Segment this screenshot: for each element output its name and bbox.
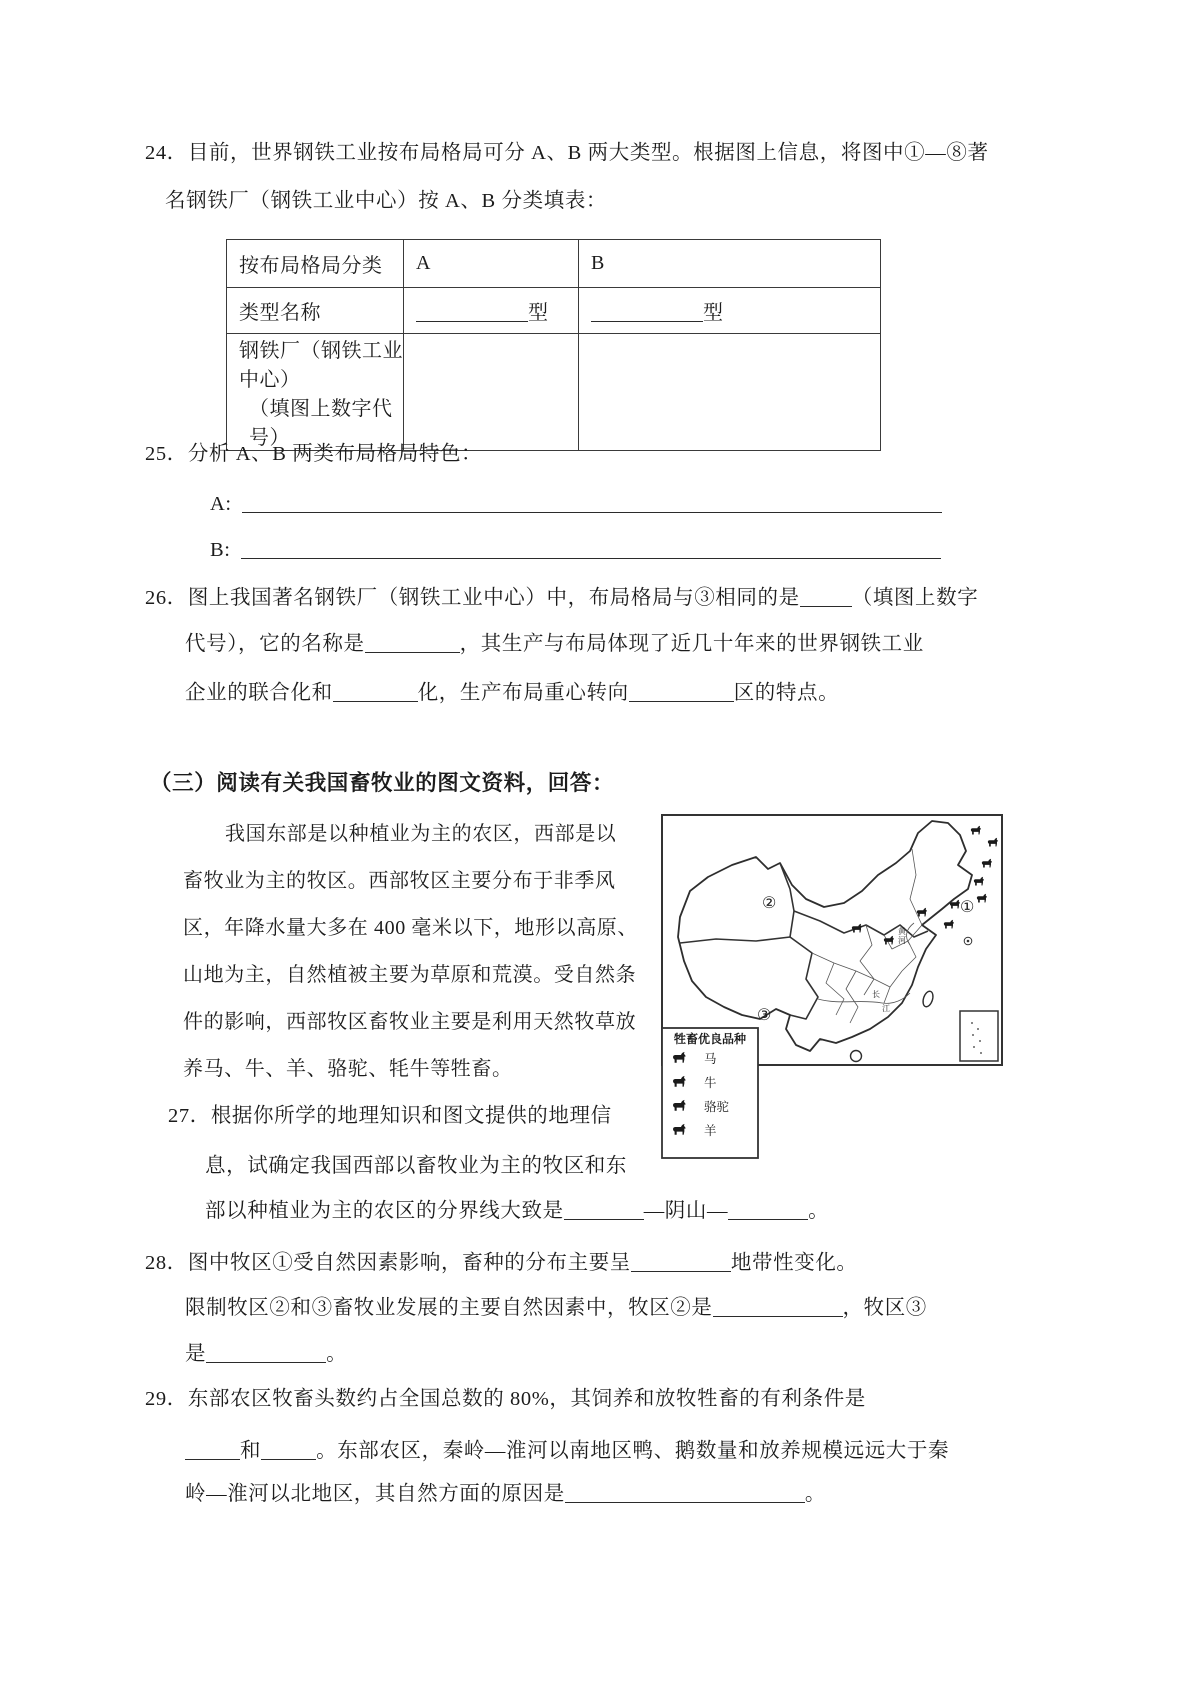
type-suffix-a: 型 xyxy=(528,302,549,324)
blank-underline xyxy=(206,1344,326,1363)
legend-item-cattle: 牛 xyxy=(704,1076,717,1090)
question-28-text-3b: 。 xyxy=(326,1343,348,1365)
plants-label-line-1: 钢铁厂（钢铁工业中心） xyxy=(239,340,403,391)
blank-underline xyxy=(728,1201,808,1220)
question-29-number: 29． xyxy=(145,1388,188,1410)
table-cell-typename-b xyxy=(579,288,881,334)
blank-underline xyxy=(565,1484,805,1503)
blank-underline xyxy=(564,1201,644,1220)
legend-item-camel: 骆驼 xyxy=(704,1100,730,1114)
question-29-text-1: 东部农区牧畜头数约占全国总数的 80%，其饲养和放牧牲畜的有利条件是 xyxy=(187,1388,866,1410)
changjiang-label-2: 江 xyxy=(882,1004,890,1013)
question-27-text-1: 根据你所学的地理知识和图文提供的地理信 xyxy=(210,1105,612,1127)
table-cell-type-b: B xyxy=(579,240,881,288)
question-27-text-3c: 。 xyxy=(808,1200,830,1222)
table-cell-type-a: A xyxy=(404,240,579,288)
table-row-type-name xyxy=(227,288,881,334)
question-28-line-3 xyxy=(185,1340,347,1368)
label-a: A: xyxy=(210,493,232,515)
question-26-number: 26． xyxy=(145,587,188,609)
question-25-answer-b xyxy=(210,536,941,564)
legend-item-horse: 马 xyxy=(704,1052,717,1066)
question-24-text-1: 目前，世界钢铁工业按布局格局可分 A、B 两大类型。根据图上信息，将图中①—⑧著 xyxy=(187,142,989,164)
question-26-line-3 xyxy=(185,679,839,707)
question-27-number: 27． xyxy=(168,1105,211,1127)
paragraph-line-5: 件的影响，西部牧区畜牧业主要是利用天然牧草放 xyxy=(183,1011,637,1033)
question-24-line-1 xyxy=(145,139,989,167)
question-28-line-2 xyxy=(185,1294,927,1322)
question-28-text-2b: ，牧区③ xyxy=(842,1297,927,1319)
map-legend xyxy=(662,1028,758,1158)
region-marker-1: ① xyxy=(960,899,975,916)
blank-underline xyxy=(800,588,852,607)
question-26-text-3b: 化，生产布局重心转向 xyxy=(417,682,629,704)
table-cell-category-label: 按布局格局分类 xyxy=(227,240,404,288)
question-24-text-2: 名钢铁厂（钢铁工业中心）按 A、B 分类填表： xyxy=(165,190,608,212)
region-marker-3: ③ xyxy=(757,1007,772,1024)
huanghe-label-2: 河 xyxy=(898,936,906,945)
steel-classification-table xyxy=(226,239,881,451)
blank-underline xyxy=(631,1253,731,1272)
paragraph-line-4: 山地为主，自然植被主要为草原和荒漠。受自然条 xyxy=(183,964,637,986)
question-25-text: 分析 A、B 两类布局格局特色： xyxy=(187,443,483,465)
question-25-number: 25． xyxy=(145,443,188,465)
question-24-line-2 xyxy=(165,187,607,215)
type-suffix-b: 型 xyxy=(703,302,724,324)
question-25-line-1 xyxy=(145,440,482,468)
question-26-text-2b: ，其生产与布局体现了近几十年来的世界钢铁工业 xyxy=(459,633,924,655)
blank-underline xyxy=(416,303,528,322)
question-29-text-2a: 和 xyxy=(240,1440,262,1462)
table-cell-plants-b xyxy=(579,334,881,451)
question-29-text-3a: 岭—淮河以北地区，其自然方面的原因是 xyxy=(185,1483,565,1505)
blank-underline xyxy=(591,303,703,322)
question-26-text-2a: 代号），它的名称是 xyxy=(185,633,365,655)
south-china-sea-inset xyxy=(960,1011,998,1061)
paragraph-line-3: 区，年降水量大多在 400 毫米以下，地形以高原、 xyxy=(183,917,638,939)
blank-underline xyxy=(713,1298,843,1317)
table-cell-typename-a xyxy=(404,288,579,334)
paragraph-line-6: 养马、牛、羊、骆驼、牦牛等牲畜。 xyxy=(183,1058,513,1080)
question-27-text-3b: —阴山— xyxy=(643,1200,729,1222)
table-cell-plants-a xyxy=(404,334,579,451)
paragraph-line-1: 我国东部是以种植业为主的农区，西部是以 xyxy=(225,823,617,845)
blank-underline xyxy=(242,494,942,513)
paragraph-line-2: 畜牧业为主的牧区。西部牧区主要分布于非季风 xyxy=(183,870,616,892)
question-25-answer-a xyxy=(210,490,942,518)
table-row-plants xyxy=(227,334,881,451)
section-3-heading: （三）阅读有关我国畜牧业的图文资料，回答： xyxy=(150,771,615,795)
china-pastoral-map xyxy=(660,813,1005,1165)
question-27-line-2: 息，试确定我国西部以畜牧业为主的牧区和东 xyxy=(205,1155,627,1177)
question-29-text-3b: 。 xyxy=(804,1483,826,1505)
huanghe-label-1: 黄 xyxy=(898,927,906,936)
question-29-line-3 xyxy=(185,1480,826,1508)
question-28-text-1b: 地带性变化。 xyxy=(730,1252,858,1274)
blank-underline xyxy=(629,683,734,702)
table-cell-plants-label xyxy=(227,334,404,451)
blank-underline xyxy=(241,540,941,559)
question-29-line-2 xyxy=(185,1437,949,1465)
question-26-line-1 xyxy=(145,584,978,612)
legend-border xyxy=(662,1028,758,1158)
legend-title: 牲畜优良品种 xyxy=(673,1032,747,1046)
table-row-header xyxy=(227,240,881,288)
blank-underline xyxy=(333,683,418,702)
question-28-line-1 xyxy=(145,1249,858,1277)
table-cell-typename-label: 类型名称 xyxy=(227,288,404,334)
question-28-number: 28． xyxy=(145,1252,188,1274)
question-29-line-1 xyxy=(145,1385,866,1413)
blank-underline xyxy=(365,634,460,653)
question-28-text-2a: 限制牧区②和③畜牧业发展的主要自然因素中，牧区②是 xyxy=(185,1297,713,1319)
legend-item-sheep: 羊 xyxy=(704,1124,717,1138)
question-26-line-2 xyxy=(185,630,924,658)
question-29-text-2b: 。东部农区，秦岭—淮河以南地区鸭、鹅数量和放养规模远远大于秦 xyxy=(316,1440,950,1462)
question-26-text-1a: 图上我国著名钢铁厂（钢铁工业中心）中，布局格局与③相同的是 xyxy=(187,587,800,609)
plants-label-line-2: （填图上数字代号） xyxy=(249,398,393,449)
question-24-number: 24． xyxy=(145,142,188,164)
changjiang-label-1: 长 xyxy=(872,990,880,999)
question-28-text-1a: 图中牧区①受自然因素影响，畜种的分布主要呈 xyxy=(187,1252,631,1274)
question-27-text-3a: 部以种植业为主的农区的分界线大致是 xyxy=(205,1200,564,1222)
blank-underline xyxy=(185,1441,240,1460)
question-26-text-3a: 企业的联合化和 xyxy=(185,682,333,704)
question-26-text-1b: （填图上数字 xyxy=(851,587,979,609)
question-28-text-3a: 是 xyxy=(185,1343,207,1365)
question-27-line-1 xyxy=(168,1102,612,1130)
question-27-line-3 xyxy=(205,1197,829,1225)
label-b: B: xyxy=(210,539,231,561)
blank-underline xyxy=(261,1441,316,1460)
question-26-text-3c: 区的特点。 xyxy=(733,682,840,704)
region-marker-2: ② xyxy=(762,895,777,912)
